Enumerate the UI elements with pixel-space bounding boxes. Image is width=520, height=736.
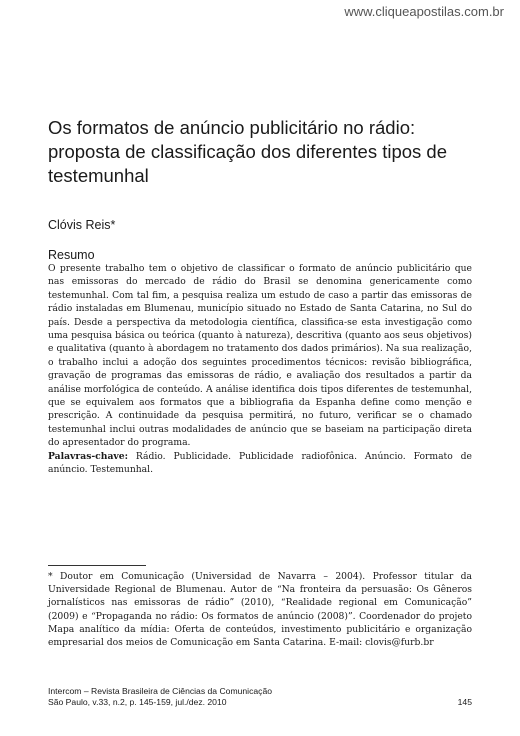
- abstract-block: [48, 262, 472, 477]
- author-name: Clóvis Reis*: [48, 218, 116, 232]
- abstract-heading: Resumo: [48, 248, 95, 262]
- article-title: Os formatos de anúncio publicitário no rádio: proposta de classificação dos diferentes tipos de testemunhal: [48, 117, 448, 186]
- keywords-text: Rádio. Publicidade. Publicidade radiofônica. Anúncio. Formato de anúncio. Testemunhal.: [48, 450, 472, 476]
- keywords-label: Palavras-chave:: [48, 450, 128, 462]
- journal-name: Intercom – Revista Brasileira de Ciências da Comunicação: [48, 686, 273, 696]
- journal-info: [48, 686, 272, 707]
- author-footnote: * Doutor em Comunicação (Universidad de Navarra – 2004). Professor titular da Universidade Regional de Blumenau. Autor de “Na fronteira da persuasão: Os Gêneros jornalísticos nas emissoras de rádio” (2010), “Realidade regional em Comunicação” (2009) e “Propaganda no rádio: Os formatos de anúncio (2008)”. Coordenador do projeto Mapa analítico da mídia: Oferta de conteúdos, investimento publicitário e organização empresarial dos meios de Comunicação em Santa Catarina. E-mail: clovis@furb.br: [48, 571, 472, 649]
- page-number: 145: [457, 697, 472, 707]
- source-watermark: www.cliqueapostilas.com.br: [344, 4, 504, 19]
- journal-citation: São Paulo, v.33, n.2, p. 145-159, jul./dez. 2010: [48, 696, 227, 707]
- abstract-text: O presente trabalho tem o objetivo de classificar o formato de anúncio publicitário que nas emissoras do mercado de rádio do Brasil se denomina genericamente como testemunhal. Com tal fim, a pesquisa realiza um estudo de caso a partir das emissoras de rádio instaladas em Blumenau, município situado no Estado de Santa Catarina, no Sul do país. Desde a perspectiva da metodologia científica, classifica-se esta investigação como uma pesquisa básica ou teórica (quanto à natureza), descritiva (quanto aos seus objetivos) e qualitativa (quanto à abordagem no tratamento dos dados primários). Na sua realização, o trabalho inclui a adoção dos seguintes procedimentos técnicos: revisão bibliográfica, gravação de programas das emissoras de rádio, e avaliação dos resultados a partir da análise morfológica de conteúdo. A análise identifica dois tipos diferentes de testemunhal, que se equivalem aos formatos que a bibliografia da Espanha define como menção e prescrição. A continuidade da pesquisa permitirá, no futuro, verificar se o chamado testemunhal inclui outras modalidades de anúncio que se baseiam na participação direta do apresentador do programa.: [48, 263, 472, 449]
- footnote-divider: [48, 565, 146, 566]
